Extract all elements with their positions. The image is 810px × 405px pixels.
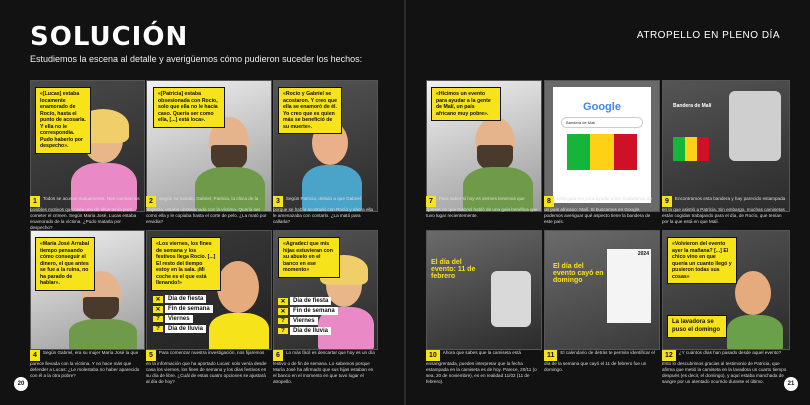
caption-4: 4 Según Gabriel, era su mujer María José la que parece llevada con la víctima. Y no hace más que defender a Lucas: ¿Le molestaba no haber aparecido con él a la otra pobre? bbox=[30, 350, 140, 379]
caption-7: 7 Para saber si hoy es viernes tenemos que fijarnos en que Gabriel habló de una gala benéfica que tuvo lugar recientemente. bbox=[426, 196, 538, 219]
page-subtitle: Estudiemos la escena al detalle y averigüemos cómo pudieron suceder los hechos: bbox=[30, 54, 363, 64]
comic-panel-9 bbox=[662, 80, 790, 212]
caption-2: 2 Según su mando, Gabriel, Patricia, la chica de la limpieza, estaba obsesionada con la víctima. Quería ser como ella y le copiaba hasta el corte de pelo. ¿La mató por envidia? bbox=[146, 196, 267, 225]
list-item: ✕ Fin de semana bbox=[278, 307, 338, 315]
caption-1: 1 Todos se acusan mutuamente. Nos cuentan los posibles motivos que cada uno de ellos tenía para cometer el crimen. Según María José, Lucas estaba enamorado de la víctima. ¿Pudo matarla por despecho? bbox=[30, 196, 140, 230]
google-logo: Google bbox=[583, 101, 621, 113]
caption-8: 8 Esta gala era para ayudar a los ciudadanos de un país africano: Malí. Si buscamos en Google, podemos averiguar qué aspecto tiene la bandera de este país. bbox=[544, 196, 652, 225]
green-shirt bbox=[727, 315, 783, 350]
speech-bubble: «María José Arrabal tiempo pensando cómo conseguir el dinero, el que antes se fue a la ruina, no ha parado de hablar». bbox=[35, 237, 95, 291]
comic-panel-5 bbox=[146, 230, 272, 350]
list-item: ✕ Día de fiesta bbox=[278, 297, 338, 305]
comic-panel-6 bbox=[273, 230, 378, 350]
shirt bbox=[491, 271, 531, 327]
mali-flag bbox=[567, 134, 637, 170]
comic-panel-8 bbox=[544, 80, 660, 212]
section-title: ATROPELLO EN PLENO DÍA bbox=[636, 30, 780, 41]
speech-bubble: «Rocío y Gabriel se acostaron. Y creo que ella se enamoró de él. Yo creo que es quien más se benefició de su muerte». bbox=[278, 87, 342, 134]
list-item: ? Día de lluvia bbox=[278, 327, 338, 335]
caption-6: 6 Lo más fácil es descartar que hoy es un día festivo o de fin de semana. Lo sabemos porque María José ha afirmado que sus hijas estaban en el banco en el momento en que tuvo lugar el atropello. bbox=[273, 350, 375, 384]
beard bbox=[83, 297, 119, 321]
caption-3: 3 Según Patricia, debido a que Gabriel porque se había acostado con Rocío y ahora ella le amenazaba con contarlo. ¿La mató para callarla? bbox=[273, 196, 374, 225]
calendar-year: 2024 bbox=[637, 251, 649, 257]
shirt bbox=[729, 91, 781, 161]
speech-bubble: «Hicimos un evento para ayudar a la gente de Malí, un país africano muy pobre». bbox=[431, 87, 501, 121]
comic-panel-3 bbox=[273, 80, 378, 212]
list-item: ? Viernes bbox=[278, 317, 338, 325]
calendar bbox=[607, 249, 651, 323]
caption-10: 10 Ahora que sabes que la camiseta está ensangrentada, puedes interpretar que la fecha estampada en la camiseta es de hoy. Parece, 20/11 (o sea, 20 de noviembre), es en realidad 11/02 (11 de febrero). bbox=[426, 350, 537, 384]
list-item: ✕ Día de fiesta bbox=[153, 295, 213, 303]
comic-panel-11 bbox=[544, 230, 660, 350]
list-item: ✕ Fin de semana bbox=[153, 305, 213, 313]
mali-flag bbox=[673, 137, 709, 161]
comic-panel-2 bbox=[146, 80, 272, 212]
comic-panel-10 bbox=[426, 230, 542, 350]
caption-box: La lavadora se puso el domingo bbox=[667, 315, 727, 338]
list-item: ? Día de lluvia bbox=[153, 325, 213, 333]
caption-5: 5 Para comenzar nuestra investigación, nos fijaremos en la información que ha aportado Lucas: solo venía desde casa los viernes, los fines de semana y los días festivos en su día de libre. ¿Cuál de estas cuatro opciones se ajustará al día de hoy? bbox=[146, 350, 267, 384]
comic-panel-4 bbox=[30, 230, 145, 350]
caption-11: 11 El calendario de detrás te permite identificar el día de la semana que cayó el 11 de febrero fue un domingo. bbox=[544, 350, 655, 373]
google-search-screen bbox=[553, 87, 651, 203]
speech-bubble: «[Lucas] estaba locamente enamorado de Rocío, hasta el punto de acosarla. Y ella no le correspondía. Pudo haberlo por despecho». bbox=[35, 87, 91, 154]
page-title: SOLUCIÓN bbox=[30, 22, 189, 52]
caption-9: 9 Encontramos esta bandera y hay parecido estampada en la que asistió a Patricia. Sin embargo, muchas camisetas están cogidas trabajando para el día, de Rocío, que tenían por la que está en que Malí. bbox=[662, 196, 786, 225]
speech-bubble: «Volvieron del evento ayer la mañana? [...] El chico vino en que quería un cuanto llegó y pusieron todas sus cosas» bbox=[667, 237, 737, 284]
caption-12: 12 ¿Y cuántos días han pasado desde aquel evento? Esto lo descubrimos gracias al testimonio de Patricia, que afirma que metió la camiseta en la lavadora un cuarto tiempo después (es decir, el domingo), y aquí estaba manchada de sangre por un atentado ocurrido durante el último. bbox=[662, 350, 787, 384]
yellow-shirt bbox=[209, 313, 269, 350]
page-number: 21 bbox=[784, 377, 798, 391]
speech-bubble: «Los viernes, los fines de semana y los festivos llega Rocío. [...] El resto del tiempo estoy en la sala. ¡Mi coche es el que está llenando!» bbox=[151, 237, 221, 291]
comic-panel-7 bbox=[426, 80, 542, 212]
speech-bubble: «Agradecí que mis hijas estuvieran con su abuelo en el banco en ese momento» bbox=[278, 237, 340, 278]
search-input[interactable]: Bandera de Malí bbox=[561, 117, 643, 128]
comic-panel-12 bbox=[662, 230, 790, 350]
flag-label: Bandera de Malí bbox=[673, 103, 712, 109]
panel-title: El día del evento: 11 de febrero bbox=[431, 259, 476, 280]
green-shirt bbox=[69, 319, 137, 350]
speech-bubble: «[Patricia] estaba obsesionada con Rocío, solo que ella no le hacía caso. Quería ser como ella, [...] está loca». bbox=[153, 87, 225, 128]
right-page bbox=[406, 0, 810, 405]
woman-face bbox=[735, 271, 771, 315]
list-item: ? Viernes bbox=[153, 315, 213, 323]
comic-panel-1 bbox=[30, 80, 145, 212]
left-page bbox=[0, 0, 404, 405]
options-list bbox=[278, 297, 338, 337]
panel-title: El día del evento cayó en domingo bbox=[553, 263, 604, 284]
man-face bbox=[217, 261, 259, 313]
options-list bbox=[153, 295, 213, 335]
page-number: 20 bbox=[14, 377, 28, 391]
